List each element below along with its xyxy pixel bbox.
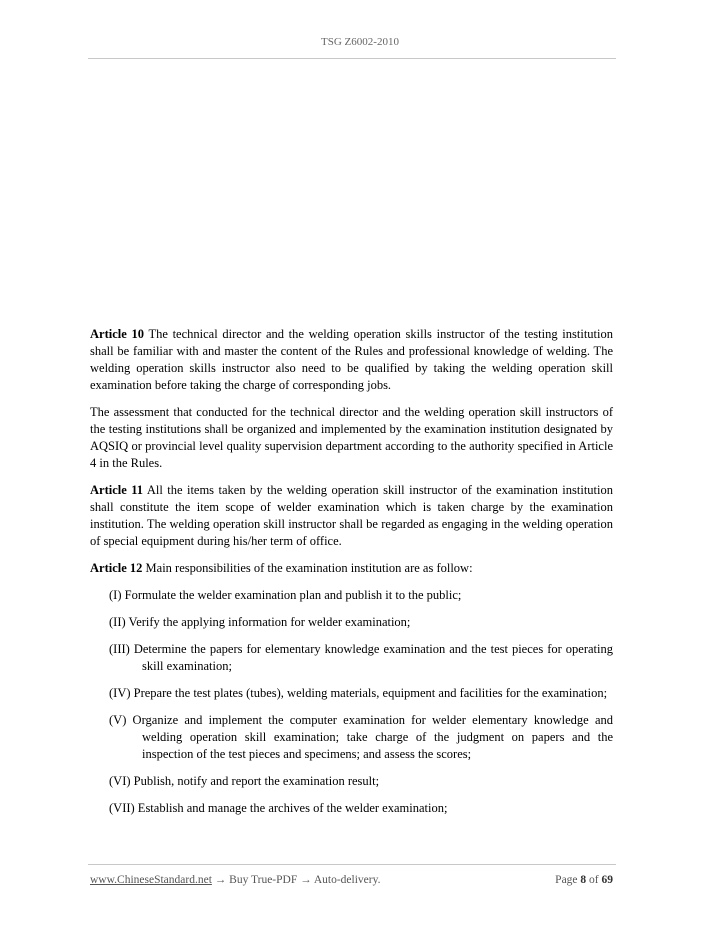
responsibility-item-4: (IV) Prepare the test plates (tubes), welding materials, equipment and facilities for the examination; xyxy=(109,686,608,700)
promo-text: → Buy True-PDF → Auto-delivery. xyxy=(211,874,381,886)
current-page: 8 xyxy=(580,874,587,886)
responsibility-item-1: (I) Formulate the welder examination plan and publish it to the public; xyxy=(109,588,462,602)
footer-divider xyxy=(88,864,616,865)
article-12-text: Main responsibilities of the examination institution are as follow: xyxy=(142,561,473,575)
running-header: TSG Z6002-2010 xyxy=(321,36,399,48)
article-10-paragraph xyxy=(90,326,613,394)
header-divider xyxy=(88,58,616,59)
responsibility-item-3: (III) Determine the papers for elementary knowledge examination and the test pieces for operating skill examination; xyxy=(109,642,613,673)
total-pages: 69 xyxy=(601,874,613,886)
article-11-text: All the items taken by the welding operation skill instructor of the examination institution shall constitute the item scope of welder examination which is taken charge by the examination institution. The welding operation skill instructor shall be regarded as engaging in the welding operation of special equipment during his/her term of office. xyxy=(90,483,613,548)
article-11-label: Article 11 xyxy=(90,483,144,497)
article-12-paragraph xyxy=(90,560,613,577)
footer-promo xyxy=(90,874,380,886)
responsibility-item-2: (II) Verify the applying information for welder examination; xyxy=(109,615,411,629)
page-content xyxy=(90,326,613,827)
article-10-text: The technical director and the welding operation skills instructor of the testing institution shall be familiar with and master the content of the Rules and professional knowledge of welding. The welding operation skills instructor also need to be qualified by taking the welding operation skill examination before taking the charge of corresponding jobs. xyxy=(90,327,613,392)
article-12-label: Article 12 xyxy=(90,561,143,575)
page-of: of xyxy=(586,874,602,886)
responsibility-item-5: (V) Organize and implement the computer examination for welder elementary knowledge and welding operation skill examination; take charge of the judgment on papers and the inspection of the test pieces and specimens; and assess the scores; xyxy=(109,713,613,761)
article-11-paragraph xyxy=(90,482,613,550)
assessment-paragraph: The assessment that conducted for the technical director and the welding operation skill instructors of the testing institutions shall be organized and implemented by the examination institution designated by AQSIQ or provincial level quality supervision department according to the authority specified in Article 4 in the Rules. xyxy=(90,405,613,470)
responsibility-item-7: (VII) Establish and manage the archives of the welder examination; xyxy=(109,801,448,815)
page-prefix: Page xyxy=(555,874,581,886)
site-link[interactable]: www.ChineseStandard.net xyxy=(90,874,212,886)
page-number xyxy=(555,874,613,886)
article-10-label: Article 10 xyxy=(90,327,144,341)
responsibility-item-6: (VI) Publish, notify and report the examination result; xyxy=(109,774,380,788)
